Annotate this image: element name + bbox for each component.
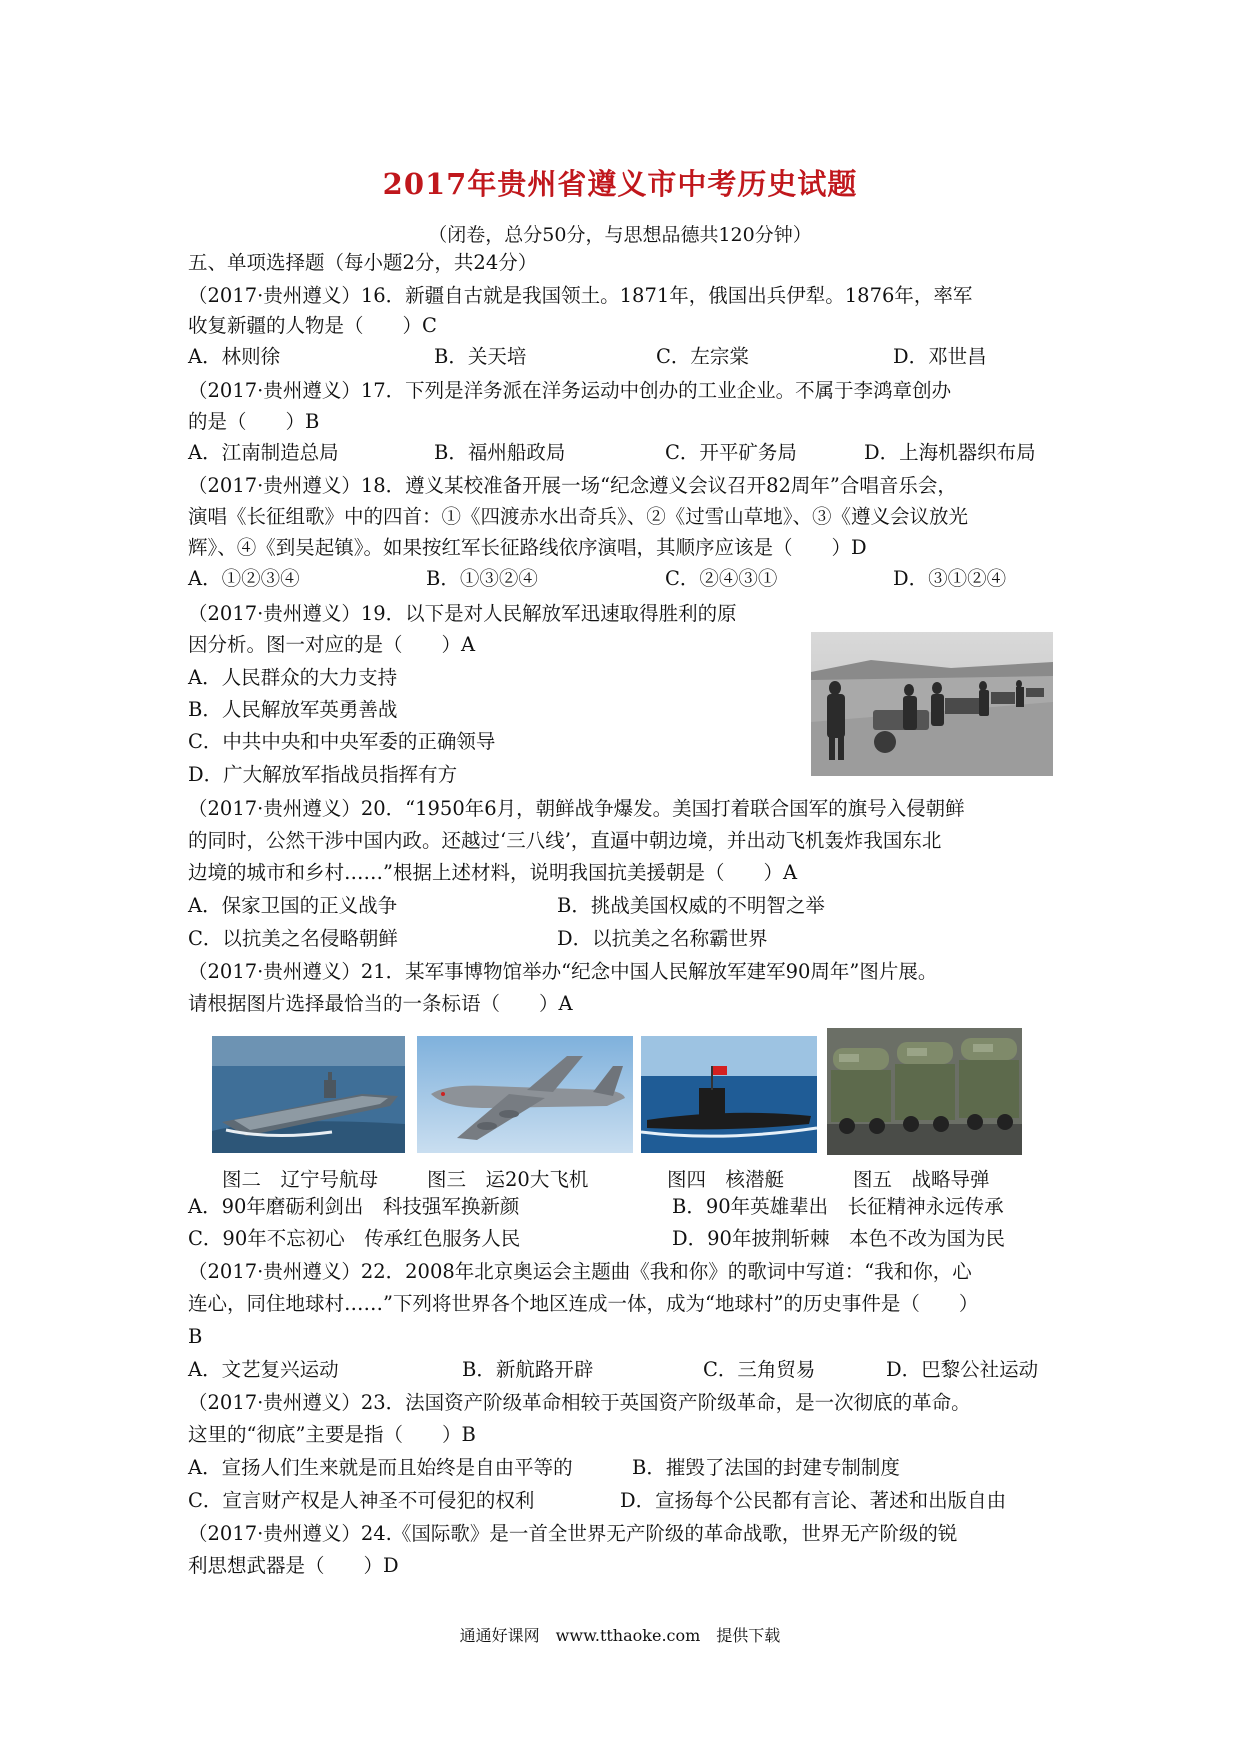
q17-stem-line: （2017·贵州遵义）17．下列是洋务派在洋务运动中创办的工业企业。不属于李鸿章创办 xyxy=(188,379,952,402)
q18-option-a: A．①②③④ xyxy=(188,567,300,590)
q23-option-b: B．摧毁了法国的封建专制制度 xyxy=(632,1456,900,1479)
q16-stem-line: 收复新疆的人物是（ ）C xyxy=(188,314,437,337)
q22-option-d: D．巴黎公社运动 xyxy=(886,1358,1039,1381)
q16-stem-line: （2017·贵州遵义）16．新疆自古就是我国领土。1871年，俄国出兵伊犁。1876年，率军 xyxy=(188,284,973,307)
figure-4-photo xyxy=(641,1036,817,1153)
q23-stem-line: （2017·贵州遵义）23．法国资产阶级革命相较于英国资产阶级革命，是一次彻底的革命。 xyxy=(188,1391,971,1414)
figure-5-caption: 图五 战略导弹 xyxy=(853,1168,990,1191)
q17-stem-line: 的是（ ）B xyxy=(188,410,320,433)
q17-option-a: A．江南制造总局 xyxy=(188,441,339,464)
q19-option-b: B．人民解放军英勇善战 xyxy=(188,698,398,721)
q17-option-c: C．开平矿务局 xyxy=(665,441,797,464)
q16-option-d: D．邓世昌 xyxy=(893,345,987,368)
footer-text: 通通好课网 www.tthaoke.com 提供下载 xyxy=(459,1626,781,1645)
q22-option-b: B．新航路开辟 xyxy=(462,1358,594,1381)
q20-stem-line: （2017·贵州遵义）20．“1950年6月，朝鲜战争爆发。美国打着联合国军的旗号入侵朝鲜 xyxy=(188,797,965,820)
q18-option-d: D．③①②④ xyxy=(893,567,1007,590)
figure-4-caption: 图四 核潜艇 xyxy=(667,1168,785,1191)
q21-option-c: C．90年不忘初心 传承红色服务人民 xyxy=(188,1227,521,1250)
q18-stem-line: 辉》、④《到吴起镇》。如果按红军长征路线依序演唱，其顺序应该是（ ）D xyxy=(188,536,867,559)
q16-option-a: A．林则徐 xyxy=(188,345,281,368)
q23-option-d: D．宣扬每个公民都有言论、著述和出版自由 xyxy=(620,1489,1007,1512)
q20-stem-line: 边境的城市和乡村……”根据上述材料，说明我国抗美援朝是（ ）A xyxy=(188,861,798,884)
q18-option-c: C．②④③① xyxy=(665,567,778,590)
q20-option-d: D．以抗美之名称霸世界 xyxy=(557,927,768,950)
q23-option-c: C．宣言财产权是人神圣不可侵犯的权利 xyxy=(188,1489,535,1512)
figure-3-caption: 图三 运20大飞机 xyxy=(427,1168,589,1191)
exam-title: 2017年贵州省遵义市中考历史试题 xyxy=(382,167,858,201)
q23-stem-line: 这里的“彻底”主要是指（ ）B xyxy=(188,1423,476,1446)
q22-stem-line: B xyxy=(188,1325,203,1348)
q20-stem-line: 的同时，公然干涉中国内政。还越过‘三八线’，直逼中朝边境，并出动飞机轰炸我国东北 xyxy=(188,829,942,852)
figure-2-photo xyxy=(212,1036,405,1153)
q23-option-a: A．宣扬人们生来就是而且始终是自由平等的 xyxy=(188,1456,573,1479)
q21-stem-line: 请根据图片选择最恰当的一条标语（ ）A xyxy=(188,992,573,1015)
figure-3-photo xyxy=(417,1036,633,1153)
q18-option-b: B．①③②④ xyxy=(426,567,538,590)
q21-option-b: B．90年英雄辈出 长征精神永远传承 xyxy=(672,1195,1004,1218)
q17-option-d: D．上海机器织布局 xyxy=(864,441,1036,464)
q18-stem-line: 演唱《长征组歌》中的四首：①《四渡赤水出奇兵》、②《过雪山草地》、③《遵义会议放光 xyxy=(188,505,969,528)
q21-option-d: D．90年披荆斩棘 本色不改为国为民 xyxy=(672,1227,1005,1250)
q22-stem-line: （2017·贵州遵义）22．2008年北京奥运会主题曲《我和你》的歌词中写道：“我和你，心 xyxy=(188,1260,972,1283)
q19-stem-line: （2017·贵州遵义）19．以下是对人民解放军迅速取得胜利的原 xyxy=(188,602,737,625)
q24-stem-line: 利思想武器是（ ）D xyxy=(188,1554,399,1577)
q16-option-b: B．关天培 xyxy=(434,345,527,368)
exam-subtitle: （闭卷，总分50分，与思想品德共120分钟） xyxy=(428,224,812,246)
q22-option-a: A．文艺复兴运动 xyxy=(188,1358,339,1381)
q22-stem-line: 连心，同住地球村……”下列将世界各个地区连成一体，成为“地球村”的历史事件是（ ） xyxy=(188,1292,979,1315)
q21-option-a: A．90年磨砺利剑出 科技强军换新颜 xyxy=(188,1195,520,1218)
section-heading: 五、单项选择题（每小题2分，共24分） xyxy=(188,251,538,274)
q17-option-b: B．福州船政局 xyxy=(434,441,566,464)
q24-stem-line: （2017·贵州遵义）24.《国际歌》是一首全世界无产阶级的革命战歌，世界无产阶级的锐 xyxy=(188,1522,958,1545)
q19-option-c: C．中共中央和中央军委的正确领导 xyxy=(188,730,496,753)
figure-5-photo xyxy=(827,1028,1022,1155)
q19-option-a: A．人民群众的大力支持 xyxy=(188,666,398,689)
q19-option-d: D．广大解放军指战员指挥有方 xyxy=(188,763,458,786)
figure-2-caption: 图二 辽宁号航母 xyxy=(222,1168,379,1191)
figure-1-photo xyxy=(811,632,1053,776)
q20-option-c: C．以抗美之名侵略朝鲜 xyxy=(188,927,398,950)
q19-stem-line: 因分析。图一对应的是（ ）A xyxy=(188,633,476,656)
q20-option-b: B．挑战美国权威的不明智之举 xyxy=(557,894,825,917)
q18-stem-line: （2017·贵州遵义）18．遵义某校准备开展一场“纪念遵义会议召开82周年”合唱音乐会， xyxy=(188,474,957,497)
q16-option-c: C．左宗棠 xyxy=(656,345,749,368)
q21-stem-line: （2017·贵州遵义）21．某军事博物馆举办“纪念中国人民解放军建军90周年”图片展。 xyxy=(188,960,938,983)
q22-option-c: C．三角贸易 xyxy=(703,1358,816,1381)
q20-option-a: A．保家卫国的正义战争 xyxy=(188,894,398,917)
